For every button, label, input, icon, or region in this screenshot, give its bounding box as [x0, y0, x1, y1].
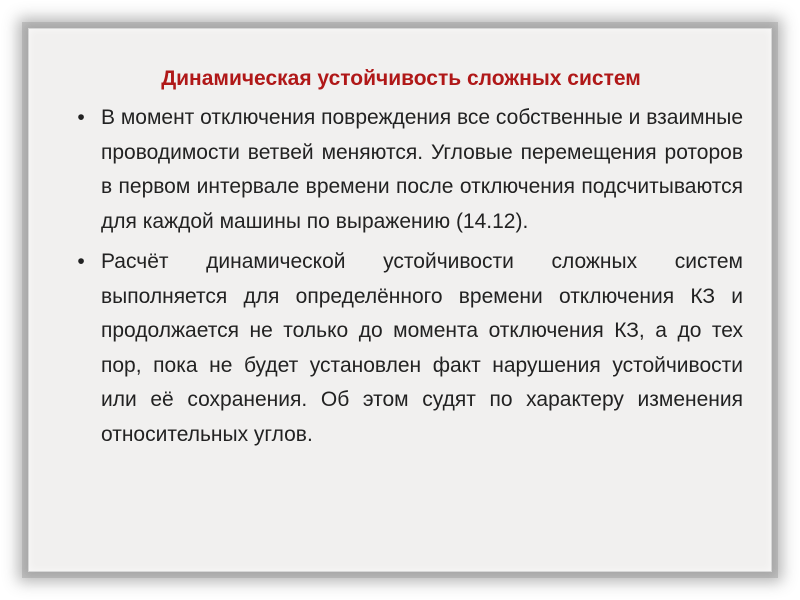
bullet-text: В момент отключения повреждения все собственные и взаимные проводимости ветвей меняются. Угловые перемещения роторов в первом интервале времени после отключения подсчитываются для каждой машины по выражению (14.12). [101, 106, 743, 233]
bullet-marker: • [77, 250, 85, 273]
bullet-marker: • [77, 106, 85, 129]
slide-title: Динамическая устойчивость сложных систем [161, 67, 641, 90]
slide-content-panel [28, 28, 772, 572]
bullet-list [71, 101, 743, 458]
bullet-item-1 [71, 101, 743, 239]
bullet-item-2 [71, 245, 743, 452]
bullet-text: Расчёт динамической устойчивости сложных систем выполняется для определённого времени отключения КЗ и продолжается не только до момента отключения КЗ, а до тех пор, пока не будет установлен факт нарушения устойчивости или её сохранения. Об этом судят по характеру изменения относительных углов. [101, 250, 743, 446]
